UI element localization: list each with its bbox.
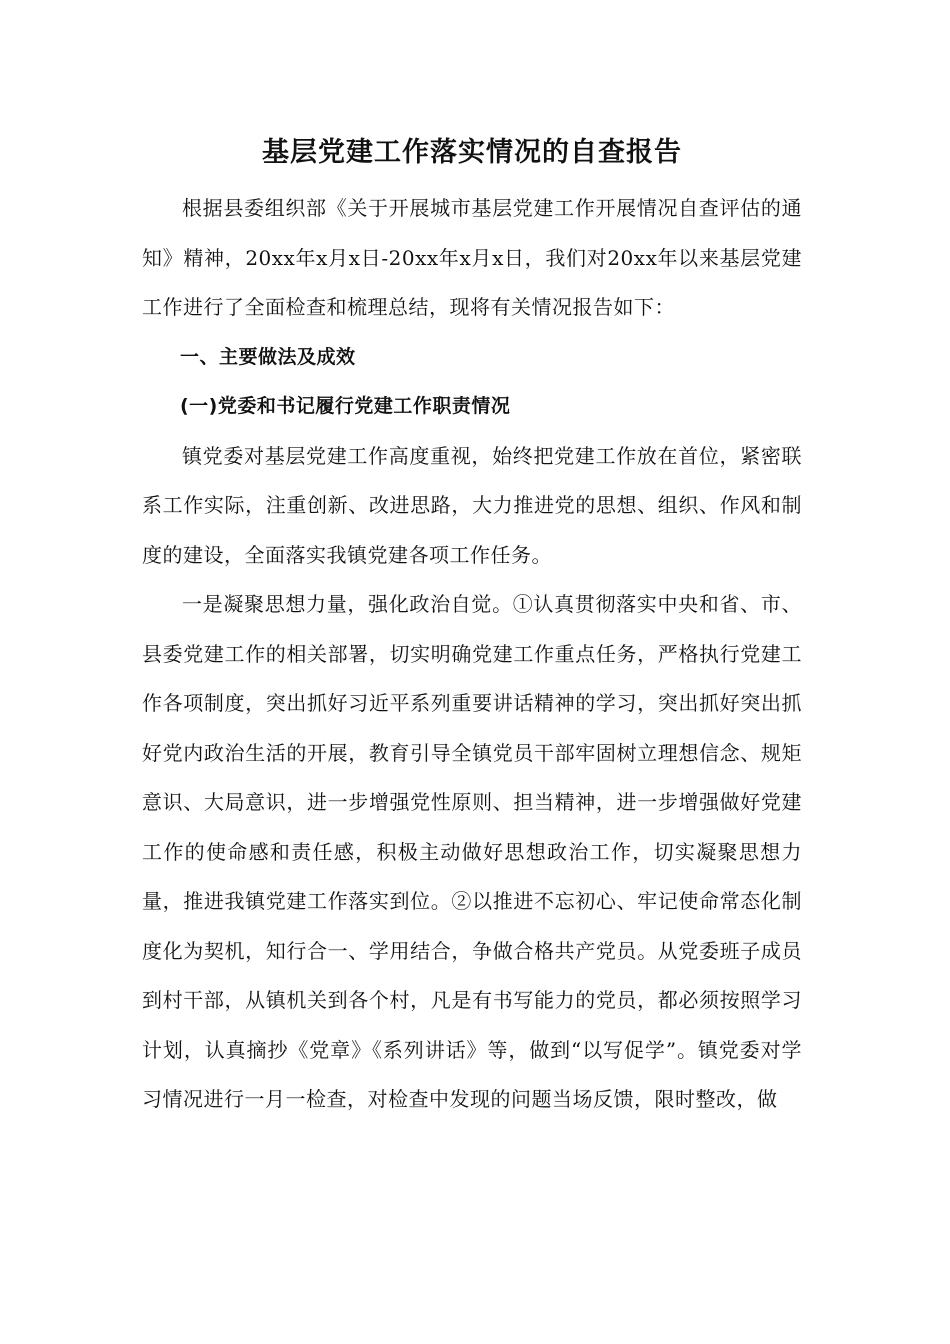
subsection-heading-1: (一)党委和书记履行党建工作职责情况: [180, 395, 511, 417]
body-paragraph-2: 一是凝聚思想力量，强化政治自觉。①认真贯彻落实中央和省、市、县委党建工作的相关部署，切实明确党建工作重点任务，严格执行党建工作各项制度，突出抓好习近平系列重要讲话精神的学习，突出抓好突出抓好党内政治生活的开展，教育引导全镇党员干部牢固树立理想信念、规矩意识、大局意识，进一步增强党性原则、担当精神，进一步增强做好党建工作的使命感和责任感，积极主动做好思想政治工作，切实凝聚思想力量，推进我镇党建工作落实到位。②以推进不忘初心、牢记使命常态化制度化为契机，知行合一、学用结合，争做合格共产党员。从党委班子成员到村干部，从镇机关到各个村，凡是有书写能力的党员，都必须按照学习计划，认真摘抄《党章》《系列讲话》等，做到“以写促学”。镇党委对学习情况进行一月一检查，对检查中发现的问题当场反馈，限时整改，做: [142, 592, 802, 1111]
document-title: 基层党建工作落实情况的自查报告: [262, 137, 682, 168]
body-paragraph-1: 镇党委对基层党建工作高度重视，始终把党建工作放在首位，紧密联系工作实际，注重创新、改进思路，大力推进党的思想、组织、作风和制度的建设，全面落实我镇党建各项工作任务。: [142, 443, 802, 567]
section-heading-1: 一、主要做法及成效: [180, 345, 356, 368]
intro-paragraph: 根据县委组织部《关于开展城市基层党建工作开展情况自查评估的通知》精神，20xx年x月x日-20xx年x月x日，我们对20xx年以来基层党建工作进行了全面检查和梳理总结，现将有关情况报告如下：: [142, 196, 802, 319]
document-body: [142, 130, 802, 1125]
